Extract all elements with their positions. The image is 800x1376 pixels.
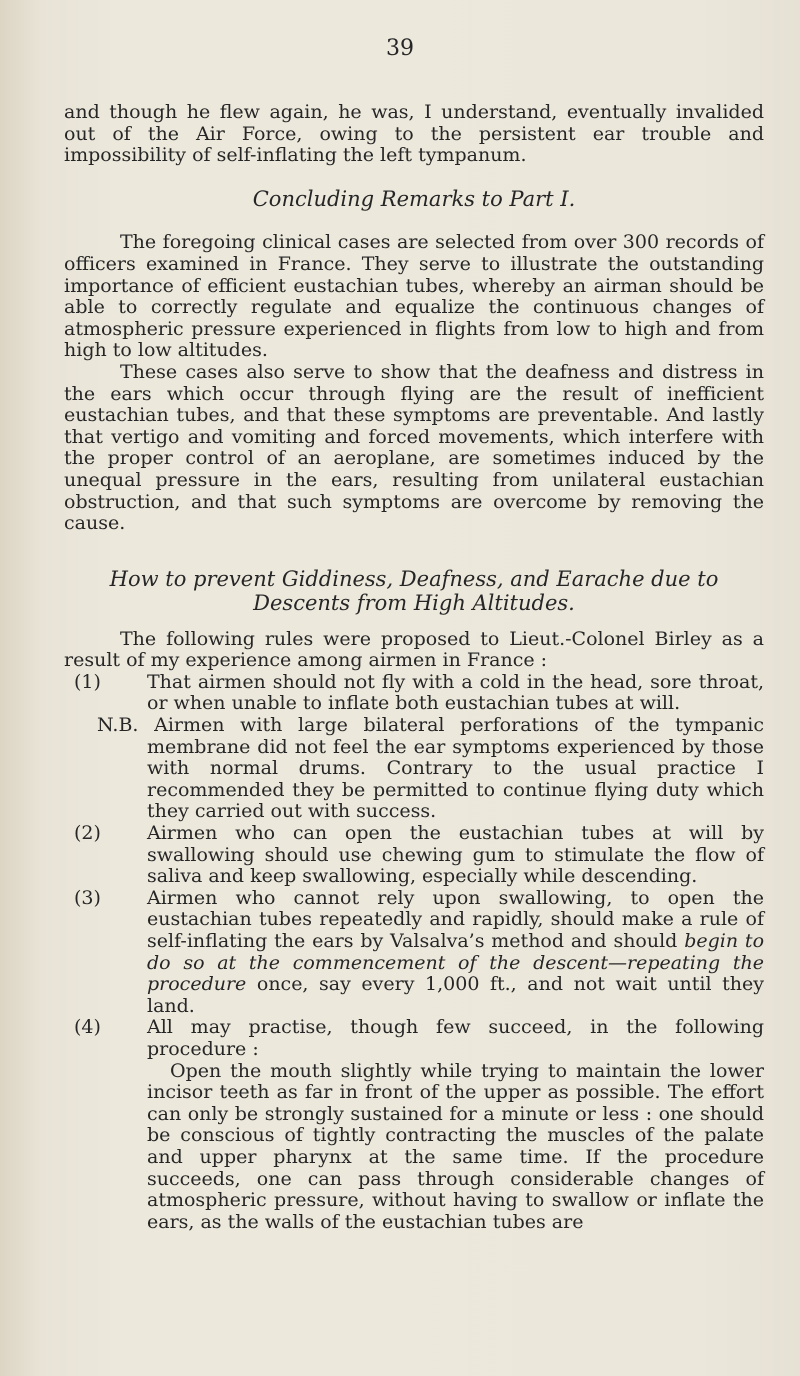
rule-3-text-end: once, say every 1,000 ft., and not wait until they land.: [147, 973, 764, 1017]
rule-3-text-italic: begin to do so at the commencement of the descent—repeating the procedure: [147, 930, 765, 996]
rule-3-text: [147, 888, 764, 1018]
rule-1-number: (1): [74, 670, 101, 693]
rule-1-text: That airmen should not fly with a cold in the head, sore throat, or when unable to inflate both eustachian tubes at will.: [147, 670, 764, 715]
page-number: 39: [386, 36, 414, 61]
paragraph-clinical-cases: The foregoing clinical cases are selected from over 300 records of officers examined in France. They serve to illustrate the outstanding importance of efficient eustachian tubes, whereby an airman should be able to correctly regulate and equalize the continuous changes of atmospheric pressure experienced in flights from low to high and from high to low altitudes.: [64, 231, 764, 362]
rule-3-text-plain: Airmen who cannot rely upon swallowing, to open the eustachian tubes repeatedly and rapidly, should make a rule of self-inflating the ears by Valsalva’s method and should: [147, 886, 764, 952]
rule-4-text: All may practise, though few succeed, in the following procedure :: [147, 1016, 764, 1060]
paragraph-deafness-distress: These cases also serve to show that the deafness and distress in the ears which occur through flying are the result of inefficient eustachian tubes, and that these symptoms are preventable. And lastly that vertigo and vomiting and forced movements, which interfere with the proper control of an aeroplane, are sometimes induced by the unequal pressure in the ears, resulting from unilateral eustachian obstruction, and that such symptoms are overcome by removing the cause.: [64, 360, 764, 535]
rule-1-note: N.B. Airmen with large bilateral perforations of the tympanic membrane did not feel the ear symptoms experienced by those with normal drums. Contrary to the usual practice I recommended they be permitted to continue flying duty which they carried out with success.: [97, 714, 764, 823]
rule-4-number: (4): [74, 1016, 101, 1039]
page-content: [64, 102, 764, 1233]
rule-2-text: Airmen who can open the eustachian tubes at will by swallowing should use chewing gum to stimulate the flow of saliva and keep swallowing, especially while descending.: [147, 822, 764, 888]
rule-2: [64, 823, 764, 888]
rule-2-number: (2): [74, 822, 101, 845]
section-heading-prevention-line-1: How to prevent Giddiness, Deafness, and Earache due to: [109, 566, 719, 591]
rules-intro: The following rules were proposed to Lieut.-Colonel Birley as a result of my experience among airmen in France :: [64, 627, 764, 672]
rule-1: [64, 672, 764, 715]
section-heading-prevention-line-2: Descents from High Altitudes.: [253, 590, 575, 615]
rule-3-number: (3): [74, 886, 101, 909]
intro-paragraph: and though he flew again, he was, I understand, eventually invalided out of the Air Force, owing to the persistent ear trouble and impossibility of self-inflating the left tympanum.: [64, 101, 764, 167]
section-heading-concluding-remarks: Concluding Remarks to Part I.: [252, 186, 576, 211]
rule-4: [64, 1017, 764, 1060]
rule-3: [64, 888, 764, 1018]
rule-4-detail: Open the mouth slightly while trying to maintain the lower incisor teeth as far in front of the upper as possible. The effort can only be strongly sustained for a minute or less : one should be conscious of tightly contracting the muscles of the palate and upper pharynx at the same time. If the procedure succeeds, one can pass through considerable changes of atmospheric pressure, without having to swallow or inflate the ears, as the walls of the eustachian tubes are: [147, 1059, 764, 1233]
section-heading-prevention: [64, 567, 764, 615]
